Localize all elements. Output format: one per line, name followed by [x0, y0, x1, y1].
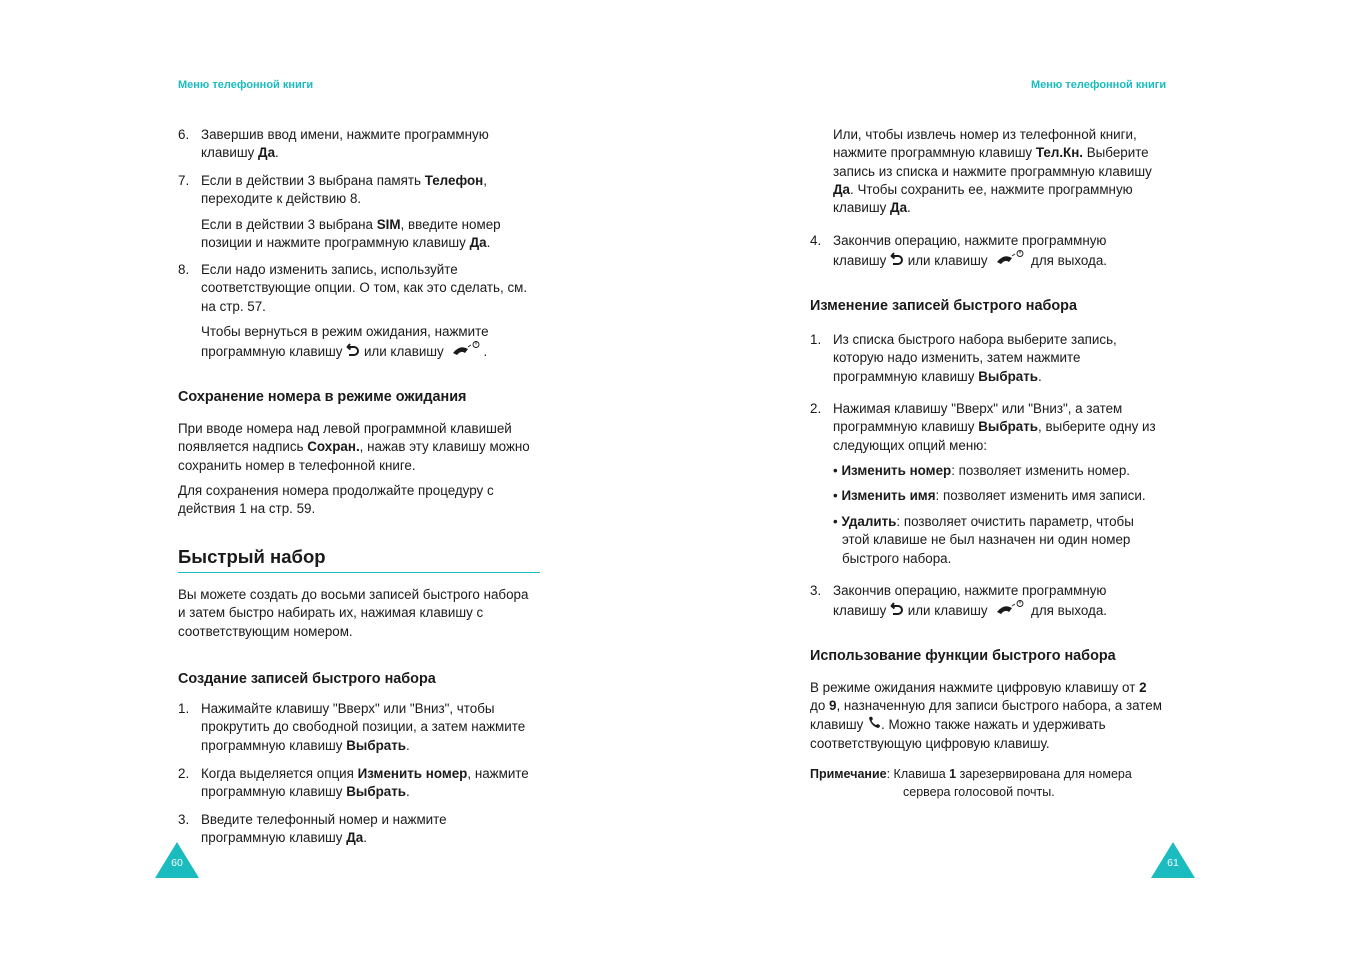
create-step-3-text: Введите телефонный номер и нажмите программную клавишу Да. [201, 812, 447, 846]
edit-step-1-number: 1. [810, 332, 822, 347]
save-paragraph-2: Для сохранения номера продолжайте процедуру с действия 1 на стр. 59. [178, 483, 494, 517]
page-number-left: 60 [171, 857, 183, 869]
back-arrow-icon [890, 251, 904, 270]
create-step-1-text: Нажимайте клавишу "Вверх" или "Вниз", чтобы прокрутить до свободной позиции, а затем нажмите программную клавишу Выбрать. [201, 701, 526, 753]
step-7-sim-text: Если в действии 3 выбрана SIM, введите номер позиции и нажмите программную клавишу Да. [201, 217, 501, 251]
running-header-right: Меню телефонной книги [1031, 79, 1167, 91]
edit-step-3-number: 3. [810, 583, 822, 598]
step-8-return-text: Чтобы вернуться в режим ожидания, нажмите программную клавишу или клавишу . [201, 323, 489, 365]
edit-step-2-number: 2. [810, 401, 822, 416]
save-number-heading: Сохранение номера в режиме ожидания [178, 389, 467, 405]
note: Примечание: Клавиша 1 зарезервирована для номера сервера голосовой почты. [810, 767, 1132, 800]
right-page [676, 0, 1351, 954]
page-number-right: 61 [1167, 857, 1179, 869]
create-step-2-number: 2. [178, 766, 190, 781]
step-4-number: 4. [810, 233, 822, 248]
create-entries-heading: Создание записей быстрого набора [178, 671, 436, 687]
end-call-power-icon [995, 249, 1027, 272]
option-change-name: • Изменить имя: позволяет изменить имя записи. [833, 488, 1146, 503]
back-arrow-icon [346, 342, 360, 361]
step-7-text: Если в действии 3 выбрана память Телефон, переходите к действию 8. [201, 173, 487, 207]
step-4-text: Закончив операцию, нажмите программную клавишу или клавишу для выхода. [833, 232, 1107, 274]
create-step-2-text: Когда выделяется опция Изменить номер, нажмите программную клавишу Выбрать. [201, 766, 529, 800]
use-speed-dial-paragraph: В режиме ожидания нажмите цифровую клавишу от 2 до 9, назначенную для записи быстрого набора, а затем клавишу . Можно также нажать и удерживать соответствующую цифровую клавишу. [810, 680, 1162, 751]
edit-step-3-text: Закончив операцию, нажмите программную клавишу или клавишу для выхода. [833, 582, 1107, 624]
edit-step-1-text: Из списка быстрого набора выберите запись, которую надо изменить, затем нажмите программную клавишу Выбрать. [833, 332, 1117, 384]
send-call-icon [867, 715, 881, 734]
end-call-power-icon [995, 599, 1027, 622]
end-call-power-icon [451, 340, 483, 363]
running-header-left: Меню телефонной книги [178, 79, 314, 91]
step-8-number: 8. [178, 262, 190, 277]
step-6-number: 6. [178, 127, 190, 142]
save-paragraph-1: При вводе номера над левой программной клавишей появляется надпись Сохран., нажав эту клавишу можно сохранить номер в телефонной книге. [178, 421, 530, 473]
speed-dial-section-title: Быстрый набор [178, 546, 326, 567]
step-8-text: Если надо изменить запись, используйте соответствующие опции. О том, как это сделать, см. на стр. 57. [201, 262, 528, 314]
create-step-1-number: 1. [178, 701, 190, 716]
note-label: Примечание [810, 767, 887, 781]
step-7-number: 7. [178, 173, 190, 188]
back-arrow-icon [890, 601, 904, 620]
step-6-text: Завершив ввод имени, нажмите программную клавишу Да. [201, 127, 489, 161]
section-divider [178, 572, 540, 573]
continuation-paragraph: Или, чтобы извлечь номер из телефонной книги, нажмите программную клавишу Тел.Кн. Выберите запись из списка и нажмите программную клавишу Да. Чтобы сохранить ее, нажмите программную клавишу Да. [833, 127, 1152, 216]
speed-dial-intro: Вы можете создать до восьми записей быстрого набора и затем быстро набирать их, нажимая клавишу с соответствующим номером. [178, 587, 529, 639]
option-delete: • Удалить: позволяет очистить параметр, чтобы этой клавише не был назначен ни один номер быстрого набора. [833, 514, 1134, 566]
option-change-number: • Изменить номер: позволяет изменить номер. [833, 463, 1131, 478]
edit-entries-heading: Изменение записей быстрого набора [810, 298, 1077, 314]
create-step-3-number: 3. [178, 812, 190, 827]
use-speed-dial-heading: Использование функции быстрого набора [810, 648, 1116, 664]
edit-step-2-text: Нажимая клавишу "Вверх" или "Вниз", а затем программную клавишу Выбрать, выберите одну из следующих опций меню: [833, 401, 1156, 453]
